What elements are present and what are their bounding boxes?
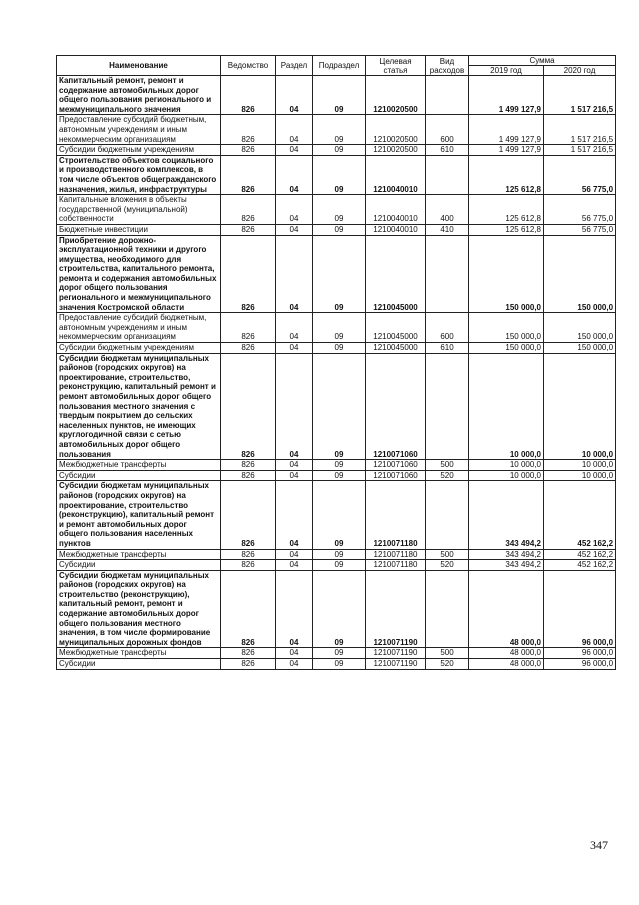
row-dept: 826: [221, 145, 276, 156]
row-type: 520: [426, 560, 469, 571]
row-dept: 826: [221, 195, 276, 225]
row-type: 600: [426, 115, 469, 145]
row-sum-2019: 1 499 127,9: [469, 115, 544, 145]
row-target: 1210045000: [366, 235, 426, 313]
row-type: [426, 570, 469, 648]
row-sum-2020: 150 000,0: [544, 313, 616, 343]
row-sum-2020: 96 000,0: [544, 648, 616, 659]
row-dept: 826: [221, 470, 276, 481]
row-subsection: 09: [313, 76, 366, 115]
header-row: [57, 56, 616, 66]
row-section: 04: [276, 659, 313, 670]
row-section: 04: [276, 460, 313, 471]
table-row: [57, 549, 616, 560]
header-2019: 2019 год: [469, 66, 544, 76]
row-dept: 826: [221, 343, 276, 354]
row-target: 1210040010: [366, 155, 426, 194]
header-section: Раздел: [276, 56, 313, 76]
row-section: 04: [276, 343, 313, 354]
row-type: 410: [426, 224, 469, 235]
row-sum-2020: 452 162,2: [544, 481, 616, 549]
row-type: 500: [426, 460, 469, 471]
row-sum-2020: 452 162,2: [544, 549, 616, 560]
row-subsection: 09: [313, 115, 366, 145]
row-dept: 826: [221, 313, 276, 343]
row-subsection: 09: [313, 570, 366, 648]
row-dept: 826: [221, 460, 276, 471]
row-type: [426, 155, 469, 194]
row-sum-2019: 150 000,0: [469, 343, 544, 354]
row-sum-2019: 48 000,0: [469, 659, 544, 670]
row-name: Капитальный ремонт, ремонт и содержание автомобильных дорог общего пользования регионального и межмуниципального значения: [57, 76, 221, 115]
row-type: 600: [426, 313, 469, 343]
row-dept: 826: [221, 224, 276, 235]
row-sum-2020: 96 000,0: [544, 659, 616, 670]
table-row: [57, 570, 616, 648]
table-row: [57, 235, 616, 313]
row-sum-2020: 56 775,0: [544, 195, 616, 225]
row-dept: 826: [221, 560, 276, 571]
row-dept: 826: [221, 481, 276, 549]
row-sum-2019: 125 612,8: [469, 224, 544, 235]
header-subsection: Подраздел: [313, 56, 366, 76]
row-name: Субсидии бюджетам муниципальных районов (городских округов) на проектирование, строительство, реконструкцию, капитальный ремонт и ремонт автомобильных дорог общего пользования местного значения с твердым покрытием до сельских населенных пунктов, не имеющих круглогодичной связи с сетью автомобильных дорог общего пользования: [57, 353, 221, 460]
row-sum-2020: 56 775,0: [544, 224, 616, 235]
row-sum-2020: 452 162,2: [544, 560, 616, 571]
table-row: [57, 313, 616, 343]
row-name: Предоставление субсидий бюджетным, автономным учреждениям и иным некоммерческим организациям: [57, 115, 221, 145]
row-sum-2019: 48 000,0: [469, 648, 544, 659]
row-sum-2020: 10 000,0: [544, 470, 616, 481]
table-row: [57, 195, 616, 225]
row-target: 1210020500: [366, 76, 426, 115]
row-section: 04: [276, 570, 313, 648]
table-row: [57, 115, 616, 145]
table-row: [57, 155, 616, 194]
row-sum-2019: 343 494,2: [469, 481, 544, 549]
table-row: [57, 659, 616, 670]
row-target: 1210071190: [366, 570, 426, 648]
row-subsection: 09: [313, 648, 366, 659]
row-type: 500: [426, 648, 469, 659]
header-name: Наименование: [57, 56, 221, 76]
row-sum-2020: 150 000,0: [544, 235, 616, 313]
row-target: 1210040010: [366, 195, 426, 225]
header-target-line1: Целевая: [379, 56, 412, 66]
row-subsection: 09: [313, 659, 366, 670]
row-target: 1210071180: [366, 481, 426, 549]
row-sum-2019: 1 499 127,9: [469, 145, 544, 156]
row-dept: 826: [221, 353, 276, 460]
row-sum-2019: 10 000,0: [469, 470, 544, 481]
row-sum-2019: 48 000,0: [469, 570, 544, 648]
header-2020: 2020 год: [544, 66, 616, 76]
header-type-line1: Вид: [439, 56, 455, 66]
row-subsection: 09: [313, 224, 366, 235]
row-target: 1210071180: [366, 549, 426, 560]
row-dept: 826: [221, 570, 276, 648]
row-name: Предоставление субсидий бюджетным, автономным учреждениям и иным некоммерческим организациям: [57, 313, 221, 343]
row-section: 04: [276, 145, 313, 156]
row-section: 04: [276, 224, 313, 235]
row-section: 04: [276, 313, 313, 343]
budget-table: [56, 55, 616, 670]
row-name: Субсидии: [57, 560, 221, 571]
table-row: [57, 224, 616, 235]
row-target: 1210020500: [366, 115, 426, 145]
row-name: Капитальные вложения в объекты государственной (муниципальной) собственности: [57, 195, 221, 225]
row-subsection: 09: [313, 481, 366, 549]
row-section: 04: [276, 470, 313, 481]
row-section: 04: [276, 560, 313, 571]
row-sum-2019: 10 000,0: [469, 460, 544, 471]
row-subsection: 09: [313, 470, 366, 481]
row-sum-2020: 10 000,0: [544, 353, 616, 460]
header-sum: Сумма: [469, 56, 616, 66]
row-dept: 826: [221, 659, 276, 670]
row-name: Субсидии: [57, 659, 221, 670]
row-type: [426, 235, 469, 313]
table-row: [57, 145, 616, 156]
row-target: 1210045000: [366, 343, 426, 354]
row-subsection: 09: [313, 353, 366, 460]
row-section: 04: [276, 76, 313, 115]
row-type: 610: [426, 343, 469, 354]
row-sum-2020: 1 517 216,5: [544, 115, 616, 145]
row-target: 1210071060: [366, 353, 426, 460]
row-dept: 826: [221, 235, 276, 313]
row-name: Межбюджетные трансферты: [57, 549, 221, 560]
row-dept: 826: [221, 115, 276, 145]
table-row: [57, 560, 616, 571]
row-target: 1210020500: [366, 145, 426, 156]
row-subsection: 09: [313, 235, 366, 313]
row-sum-2020: 96 000,0: [544, 570, 616, 648]
row-dept: 826: [221, 76, 276, 115]
row-name: Строительство объектов социального и производственного комплексов, в том числе объектов общегражданского назначения, жилья, инфраструктуры: [57, 155, 221, 194]
table-row: [57, 648, 616, 659]
row-dept: 826: [221, 155, 276, 194]
row-type: 610: [426, 145, 469, 156]
row-target: 1210071060: [366, 470, 426, 481]
row-sum-2019: 343 494,2: [469, 549, 544, 560]
row-sum-2019: 150 000,0: [469, 235, 544, 313]
row-subsection: 09: [313, 195, 366, 225]
row-type: [426, 353, 469, 460]
row-sum-2020: 1 517 216,5: [544, 145, 616, 156]
table-row: [57, 343, 616, 354]
row-section: 04: [276, 353, 313, 460]
row-type: 500: [426, 549, 469, 560]
header-dept: Ведомство: [221, 56, 276, 76]
page-number: 347: [590, 838, 608, 852]
row-sum-2020: 10 000,0: [544, 460, 616, 471]
row-subsection: 09: [313, 145, 366, 156]
row-subsection: 09: [313, 343, 366, 354]
row-sum-2019: 125 612,8: [469, 195, 544, 225]
row-sum-2020: 56 775,0: [544, 155, 616, 194]
row-name: Межбюджетные трансферты: [57, 460, 221, 471]
row-section: 04: [276, 155, 313, 194]
row-target: 1210071190: [366, 648, 426, 659]
row-name: Субсидии бюджетам муниципальных районов (городских округов) на проектирование, строительство (реконструкцию), капитальный ремонт и ремонт автомобильных дорог общего пользования населенных пунктов: [57, 481, 221, 549]
row-name: Субсидии бюджетам муниципальных районов (городских округов) на строительство (реконструкцию), капитальный ремонт, ремонт и содержание автомобильных дорог общего пользования местного значения, в том числе формирование муниципальных дорожных фондов: [57, 570, 221, 648]
row-name: Межбюджетные трансферты: [57, 648, 221, 659]
row-target: 1210071190: [366, 659, 426, 670]
row-section: 04: [276, 549, 313, 560]
row-name: Субсидии бюджетным учреждениям: [57, 145, 221, 156]
row-sum-2019: 150 000,0: [469, 313, 544, 343]
row-sum-2020: 1 517 216,5: [544, 76, 616, 115]
row-subsection: 09: [313, 460, 366, 471]
row-subsection: 09: [313, 560, 366, 571]
row-type: [426, 481, 469, 549]
row-name: Субсидии: [57, 470, 221, 481]
row-section: 04: [276, 195, 313, 225]
row-section: 04: [276, 481, 313, 549]
row-type: 520: [426, 470, 469, 481]
row-sum-2019: 125 612,8: [469, 155, 544, 194]
row-name: Приобретение дорожно-эксплуатационной техники и другого имущества, необходимого для строительства, капитального ремонта, ремонта и содержания автомобильных дорог общего пользования регионального и межмуниципального значения Костромской области: [57, 235, 221, 313]
row-dept: 826: [221, 648, 276, 659]
row-sum-2019: 10 000,0: [469, 353, 544, 460]
row-type: 400: [426, 195, 469, 225]
row-sum-2019: 1 499 127,9: [469, 76, 544, 115]
row-target: 1210040010: [366, 224, 426, 235]
row-dept: 826: [221, 549, 276, 560]
row-type: [426, 76, 469, 115]
row-type: 520: [426, 659, 469, 670]
row-name: Бюджетные инвестиции: [57, 224, 221, 235]
row-section: 04: [276, 115, 313, 145]
table-row: [57, 470, 616, 481]
table-row: [57, 481, 616, 549]
row-target: 1210045000: [366, 313, 426, 343]
row-section: 04: [276, 235, 313, 313]
row-section: 04: [276, 648, 313, 659]
row-subsection: 09: [313, 549, 366, 560]
table-row: [57, 76, 616, 115]
row-name: Субсидии бюджетным учреждениям: [57, 343, 221, 354]
table-body: [57, 76, 616, 670]
row-sum-2020: 150 000,0: [544, 343, 616, 354]
header-type: [426, 56, 469, 76]
header-target-line2: статья: [383, 65, 408, 75]
table-row: [57, 460, 616, 471]
table-row: [57, 353, 616, 460]
row-sum-2019: 343 494,2: [469, 560, 544, 571]
row-target: 1210071060: [366, 460, 426, 471]
row-subsection: 09: [313, 155, 366, 194]
row-subsection: 09: [313, 313, 366, 343]
header-type-line2: расходов: [429, 65, 465, 75]
row-target: 1210071180: [366, 560, 426, 571]
header-target: [366, 56, 426, 76]
